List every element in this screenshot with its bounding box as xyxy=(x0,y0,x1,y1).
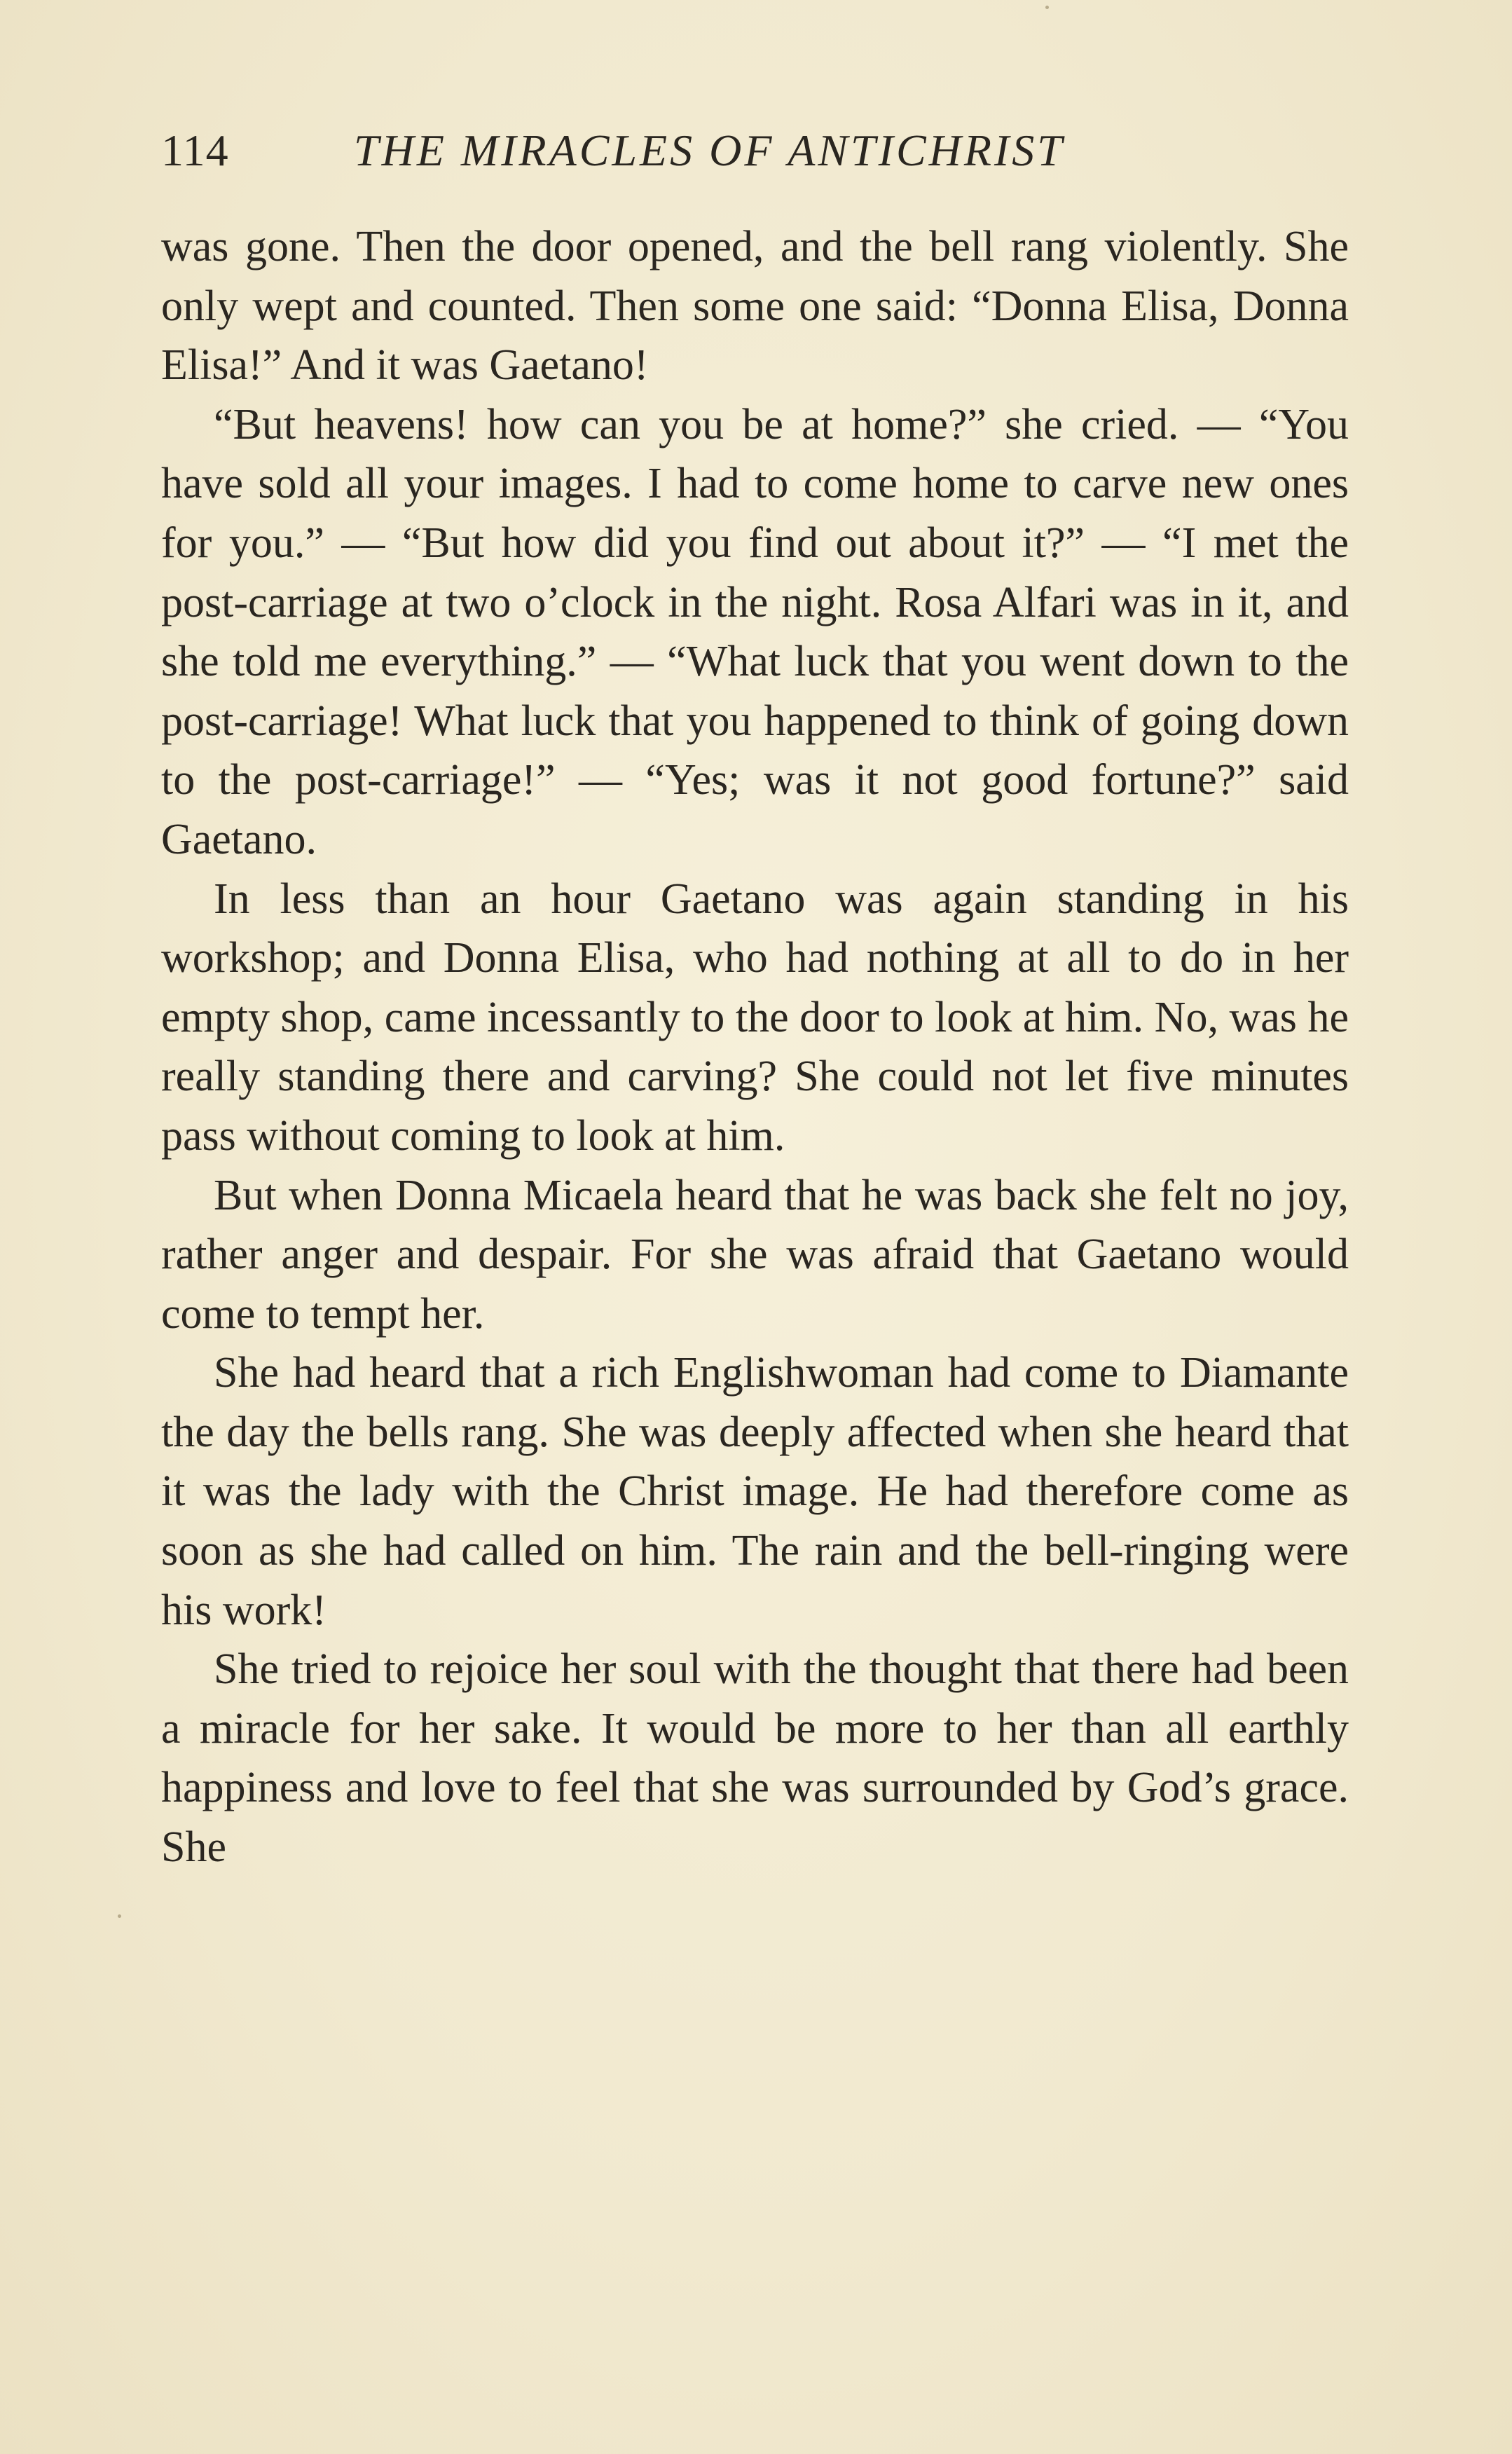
page-number: 114 xyxy=(161,125,229,175)
running-head xyxy=(161,119,1352,182)
paragraph: In less than an hour Gaetano was again standing in his workshop; and Donna Elisa, who had nothing at all to do in her empty shop, came incessantly to the door to look at him. No, was he really standing there and carving? She could not let five minutes pass without coming to look at him. xyxy=(161,875,1349,1160)
paragraph: She tried to rejoice her soul with the thought that there had been a miracle for her sake. It would be more to her than all earthly happiness and love to feel that she was surrounded by God’s grace. She xyxy=(161,1645,1349,1872)
paper-speck xyxy=(118,1914,121,1918)
paragraph: was gone. Then the door opened, and the bell rang violently. She only wept and counted. Then some one said: “Donna Elisa, Donna Elisa!” And it was Gaetano! xyxy=(161,223,1349,390)
book-title: THE MIRACLES OF ANTICHRIST xyxy=(354,125,1065,175)
paragraph: But when Donna Micaela heard that he was back she felt no joy, rather anger and despair. For she was afraid that Gaetano would come to tempt her. xyxy=(161,1171,1349,1338)
paper-speck xyxy=(1045,6,1049,9)
paragraph: She had heard that a rich Englishwoman had come to Diamante the day the bells rang. She was deeply affected when she heard that it was the lady with the Christ image. He had therefore come as soon as she had called on him. The rain and the bell-ringing were his work! xyxy=(161,1349,1349,1634)
paragraph: “But heavens! how can you be at home?” she cried. — “You have sold all your images. I had to come home to carve new ones for you.” — “But how did you find out about it?” — “I met the post-carriage at two o’clock in the night. Rosa Alfari was in it, and she told me everything.” — “What luck that you went down to the post-carriage! What luck that you happened to think of going down to the post-carriage!” — “Yes; was it not good fortune?” said Gaetano. xyxy=(161,400,1349,863)
body-text xyxy=(161,217,1349,1877)
